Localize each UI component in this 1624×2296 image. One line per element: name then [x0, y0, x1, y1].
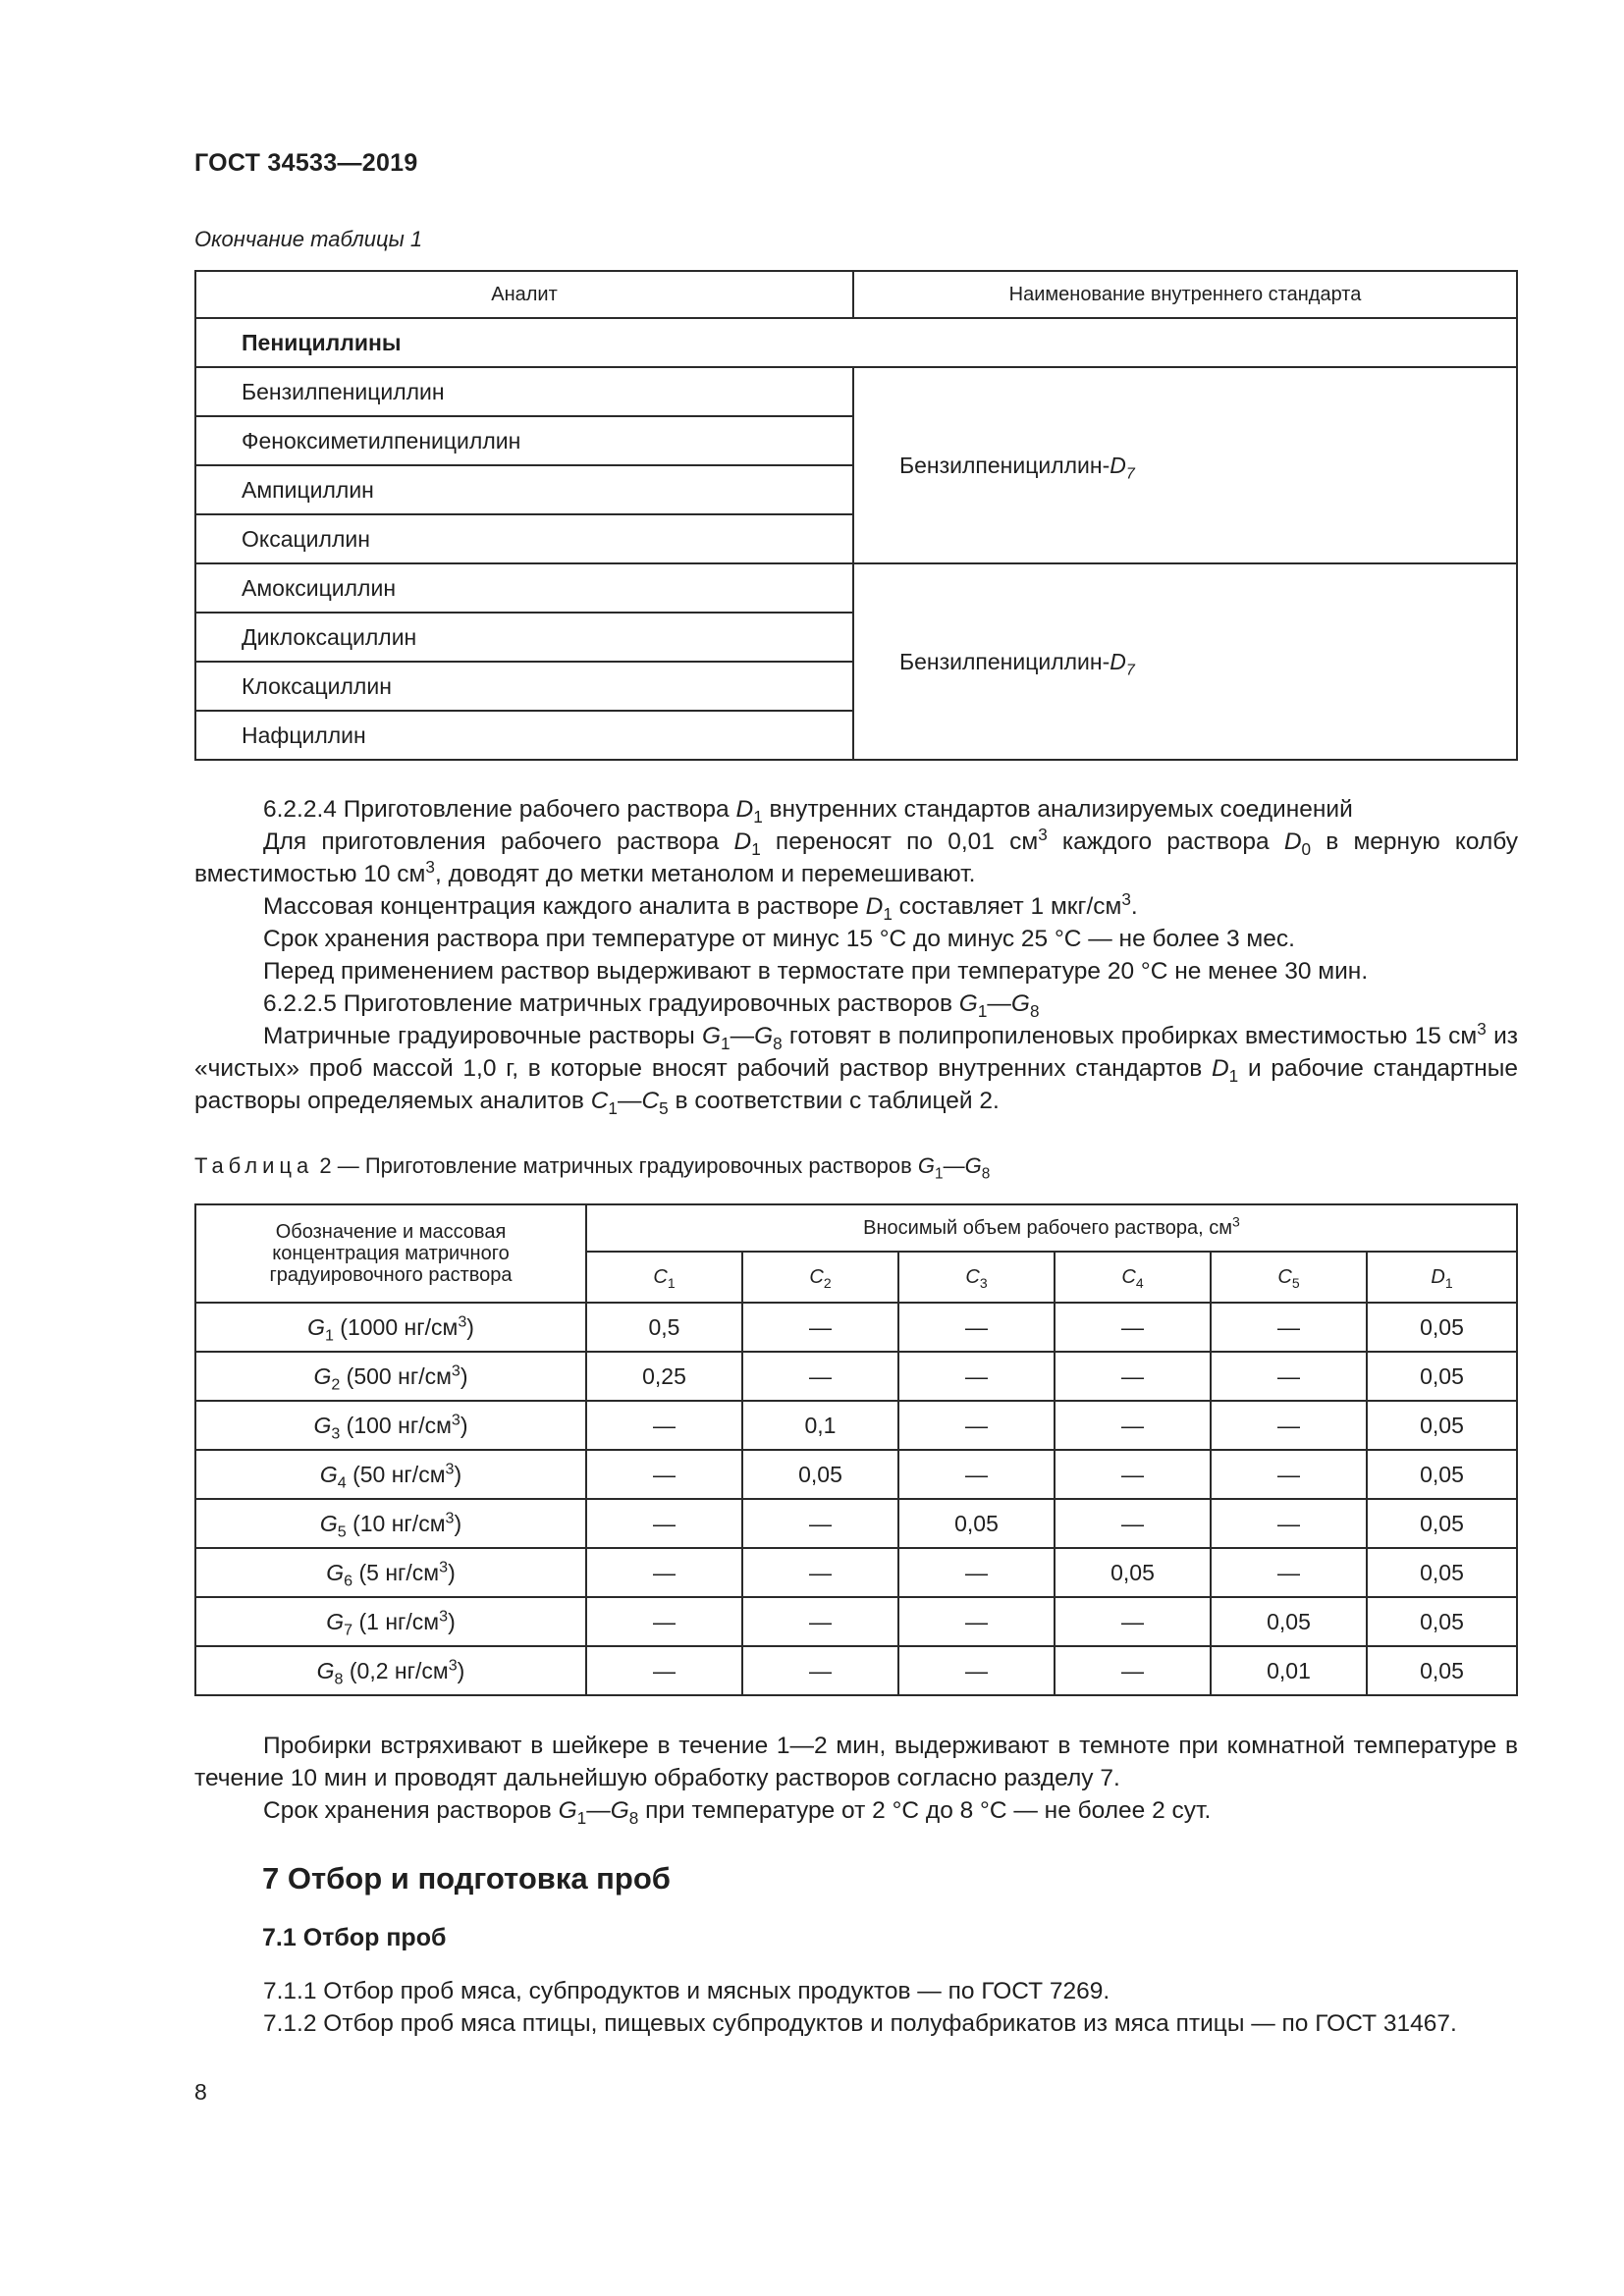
paragraph: 6.2.2.5 Приготовление матричных градуировочных растворов $G_1—G_8$: [263, 990, 1040, 1021]
table1-header-analyte: Аналит: [195, 271, 853, 318]
table1-header-standard: Наименование внутреннего стандарта: [853, 271, 1517, 318]
paragraph: Массовая концентрация каждого аналита в растворе $D_1$ составляет 1 мкг/$см^3$.: [263, 888, 1138, 924]
table2-cell: —: [586, 1597, 742, 1646]
table-row: [195, 1499, 1517, 1548]
table2-cell: —: [1211, 1401, 1367, 1450]
table1-analyte: Феноксиметилпенициллин: [195, 416, 853, 465]
table-row: [195, 1352, 1517, 1401]
table2-cell: 0,05: [1367, 1352, 1517, 1401]
table-row: [195, 1450, 1517, 1499]
table2-cell: 0,05: [1367, 1450, 1517, 1499]
table1-analyte: Оксациллин: [195, 514, 853, 563]
paragraph: 7.1.1 Отбор проб мяса, субпродуктов и мясных продуктов — по ГОСТ 7269.: [263, 1978, 1110, 2004]
table2-cell: —: [1211, 1499, 1367, 1548]
table2-cell: 0,05: [898, 1499, 1055, 1548]
table2-cell: —: [1211, 1303, 1367, 1352]
table2-cell: 0,05: [1367, 1401, 1517, 1450]
table2-row-label: $G_4$ (50 $нг/см^3$): [195, 1450, 586, 1499]
table-row: [195, 1401, 1517, 1450]
table1-analyte: Диклоксациллин: [195, 613, 853, 662]
paragraph: Срок хранения раствора при температуре от минус 15 °С до минус 25 °С — не более 3 мес.: [263, 926, 1295, 952]
table2-cell: 0,25: [586, 1352, 742, 1401]
table1-group-row: Пенициллины: [195, 318, 1517, 367]
table2-cell: —: [586, 1450, 742, 1499]
table2-cell: 0,05: [1367, 1548, 1517, 1597]
section-6-2-2-text: [194, 793, 1518, 1117]
table2-cell: 0,05: [1211, 1597, 1367, 1646]
table2-row-label: $G_6$ (5 $нг/см^3$): [195, 1548, 586, 1597]
table2-caption: Таблица 2 — Приготовление матричных градуировочных растворов $G_1—G_8$: [194, 1153, 991, 1183]
table-row: [195, 1597, 1517, 1646]
table2-col-c2: $C_2$: [742, 1252, 898, 1303]
table2-cell: —: [1055, 1352, 1211, 1401]
paragraph: Матричные градуировочные растворы $G_1—G_8$ готовят в полипропиленовых пробирках вместимостью 15 $см^3$ из «чистых» проб массой 1,0 г, в которые вносят рабочий раствор внутренних стандартов $D_1$ и рабочие стандартные растворы определяемых аналитов $C_1—C_5$ в соответствии с таблицей 2.: [194, 1018, 1518, 1118]
table2-cell: —: [898, 1597, 1055, 1646]
table2-cell: —: [1055, 1597, 1211, 1646]
paragraph: 6.2.2.4 Приготовление рабочего раствора $D_1$ внутренних стандартов анализируемых соединений: [263, 796, 1353, 827]
table2-cell: —: [1055, 1499, 1211, 1548]
table2-cell: —: [1211, 1352, 1367, 1401]
table2-row-label: $G_7$ (1 $нг/см^3$): [195, 1597, 586, 1646]
table2-cell: —: [586, 1401, 742, 1450]
table2-cell: —: [742, 1646, 898, 1695]
table2-cell: —: [898, 1401, 1055, 1450]
table1-analyte: Нафциллин: [195, 711, 853, 760]
table1-analyte: Бензилпенициллин: [195, 367, 853, 416]
paragraph: Перед применением раствор выдерживают в термостате при температуре 20 °С не менее 30 мин.: [263, 958, 1369, 985]
table2-cell: 0,05: [1367, 1499, 1517, 1548]
table-1: [194, 270, 1518, 761]
paragraph: Для приготовления рабочего раствора $D_1$ переносят по 0,01 $см^3$ каждого раствора $D_0$ в мерную колбу вместимостью 10 $см^3$, доводят до метки метанолом и перемешивают.: [194, 824, 1519, 887]
table2-cell: —: [742, 1499, 898, 1548]
section-7-1-heading: 7.1 Отбор проб: [262, 1924, 447, 1951]
table2-col-c3: $C_3$: [898, 1252, 1055, 1303]
table2-cell: —: [1211, 1450, 1367, 1499]
table2-cell: —: [898, 1646, 1055, 1695]
table2-row-label: $G_1$ (1000 $нг/см^3$): [195, 1303, 586, 1352]
paragraph: 7.1.2 Отбор проб мяса птицы, пищевых субпродуктов и полуфабрикатов из мяса птицы — по ГОСТ 31467.: [263, 2010, 1457, 2037]
paragraph: Срок хранения растворов $G_1—G_8$ при температуре от 2 °С до 8 °С — не более 2 сут.: [263, 1797, 1212, 1828]
table2-cell: 0,01: [1211, 1646, 1367, 1695]
table2-cell: —: [1055, 1401, 1211, 1450]
table2-cell: 0,1: [742, 1401, 898, 1450]
table2-cell: —: [898, 1450, 1055, 1499]
section-7-1-text: [194, 1975, 1518, 2040]
table2-cell: 0,5: [586, 1303, 742, 1352]
table2-cell: —: [898, 1303, 1055, 1352]
table2-row-label: $G_3$ (100 $нг/см^3$): [195, 1401, 586, 1450]
table2-cell: —: [898, 1548, 1055, 1597]
table1-standard-cell: Бензилпенициллин-$D_7$: [853, 367, 1517, 563]
table2-cell: 0,05: [1367, 1303, 1517, 1352]
table2-cell: —: [1055, 1303, 1211, 1352]
table2-cell: —: [1055, 1450, 1211, 1499]
table2-cell: —: [742, 1597, 898, 1646]
table-row: [195, 1646, 1517, 1695]
table2-cell: 0,05: [1367, 1597, 1517, 1646]
table2-header-solution: Обозначение и массовая концентрация матричного градуировочного раствора: [195, 1204, 586, 1303]
table2-cell: —: [742, 1303, 898, 1352]
table2-cell: —: [586, 1548, 742, 1597]
table2-cell: 0,05: [1055, 1548, 1211, 1597]
table2-cell: —: [586, 1646, 742, 1695]
table2-row-label: $G_5$ (10 $нг/см^3$): [195, 1499, 586, 1548]
table2-header-volume: Вносимый объем рабочего раствора, $см^3$: [586, 1204, 1517, 1252]
table-row: [195, 1548, 1517, 1597]
table2-col-c4: $C_4$: [1055, 1252, 1211, 1303]
table2-cell: —: [1055, 1646, 1211, 1695]
table-2: [194, 1203, 1518, 1696]
table1-analyte: Клоксациллин: [195, 662, 853, 711]
table1-analyte: Амоксициллин: [195, 563, 853, 613]
table1-analyte: Ампициллин: [195, 465, 853, 514]
table2-cell: —: [742, 1548, 898, 1597]
table2-col-c5: $C_5$: [1211, 1252, 1367, 1303]
table1-caption: Окончание таблицы 1: [194, 227, 423, 251]
section-7-heading: 7 Отбор и подготовка проб: [262, 1861, 671, 1896]
table2-col-d1: $D_1$: [1367, 1252, 1517, 1303]
table2-row-label: $G_2$ (500 $нг/см^3$): [195, 1352, 586, 1401]
table2-cell: —: [898, 1352, 1055, 1401]
table2-cell: 0,05: [742, 1450, 898, 1499]
table2-row-label: $G_8$ (0,2 $нг/см^3$): [195, 1646, 586, 1695]
table2-cell: —: [1211, 1548, 1367, 1597]
table1-standard-cell: Бензилпенициллин-$D_7$: [853, 563, 1517, 760]
table2-cell: 0,05: [1367, 1646, 1517, 1695]
after-table-text: [194, 1730, 1518, 1827]
table2-cell: —: [586, 1499, 742, 1548]
table-row: [195, 1303, 1517, 1352]
table2-col-c1: $C_1$: [586, 1252, 742, 1303]
table2-cell: —: [742, 1352, 898, 1401]
paragraph: Пробирки встряхивают в шейкере в течение 1—2 мин, выдерживают в темноте при комнатной температуре в течение 10 мин и проводят дальнейшую обработку растворов согласно разделу 7.: [194, 1733, 1518, 1791]
document-header: ГОСТ 34533—2019: [194, 149, 418, 177]
page-number: 8: [194, 2079, 207, 2105]
